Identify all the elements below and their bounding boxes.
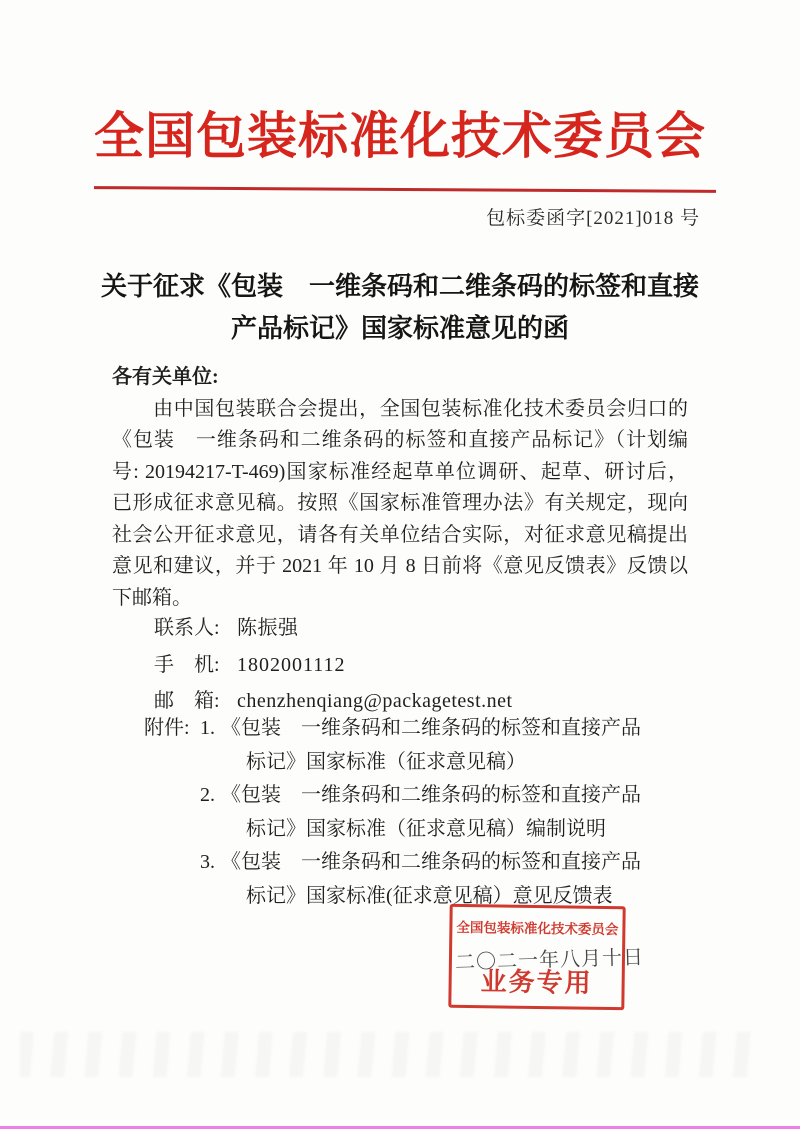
body-line: 已形成征求意见稿。按照《国家标准管理办法》有关规定，现向 <box>112 492 688 514</box>
attachments-label: 附件: <box>144 717 190 739</box>
attachment-number: 1. <box>200 717 215 739</box>
contact-label: 手 机: <box>154 653 220 676</box>
attachment-line <box>200 712 641 746</box>
attachment-number: 2. <box>200 784 215 806</box>
scan-noise-artifact <box>20 1032 760 1077</box>
document-number: 包标委函字[2021]018 号 <box>486 208 700 229</box>
letter-body <box>112 362 688 614</box>
contact-label: 邮 箱: <box>154 690 220 712</box>
body-line: 社会公开征求意见，请各有关单位结合实际，对征求意见稿提出 <box>112 523 688 546</box>
contact-row-person <box>154 610 513 647</box>
attachment-text: 《包装 一维条码和二维条码的标签和直接产品 <box>221 784 641 806</box>
attachment-item-1 <box>200 712 641 779</box>
letter-subject-line-1: 关于征求《包装 一维条码和二维条码的标签和直接 <box>100 272 699 301</box>
attachment-text: 《包装 一维条码和二维条码的标签和直接产品 <box>221 717 641 739</box>
stamp-type-text: 业务专用 <box>480 967 593 998</box>
body-line: 《包装 一维条码和二维条码的标签和直接产品标记》（计划编 <box>112 429 688 451</box>
attachment-item-2 <box>200 779 641 846</box>
salutation: 各有关单位: <box>112 366 219 388</box>
contact-person-name: 陈振强 <box>237 617 299 639</box>
attachment-line: 标记》国家标准（征求意见稿） <box>246 750 526 773</box>
attachments-list <box>200 712 641 913</box>
contact-row-phone <box>154 647 513 684</box>
attachment-line <box>200 779 641 813</box>
letter-subject-line-2: 产品标记》国家标准意见的函 <box>230 314 569 343</box>
contact-info <box>154 610 513 720</box>
contact-phone-number: 1802001112 <box>237 653 346 676</box>
letter-date: 二〇二一年八月十日 <box>454 946 645 974</box>
contact-email-address: chenzhenqiang@packagetest.net <box>237 690 513 712</box>
body-line: 意见和建议，并于 2021 年 10 月 8 日前将《意见反馈表》反馈以 <box>112 555 688 577</box>
body-line: 下邮箱。 <box>112 586 192 609</box>
stamp-org-name: 全国包装标准化技术委员会 <box>456 919 619 938</box>
attachment-line <box>200 846 641 880</box>
attachment-line: 标记》国家标准（征求意见稿）编制说明 <box>246 817 606 840</box>
attachments-section <box>144 712 641 913</box>
letterhead-divider-rule <box>94 186 716 193</box>
letterhead-org-title: 全国包装标准化技术委员会 <box>94 108 706 164</box>
attachment-text: 《包装 一维条码和二维条码的标签和直接产品 <box>221 851 641 873</box>
body-line: 号: 20194217-T-469)国家标准经起草单位调研、起草、研讨后， <box>112 460 688 483</box>
letter-subject <box>0 266 800 350</box>
attachment-line: 标记》国家标准(征求意见稿）意见反馈表 <box>246 884 613 907</box>
scan-edge-line-artifact <box>0 1126 800 1129</box>
attachment-item-3 <box>200 846 641 913</box>
contact-label: 联系人: <box>154 617 220 639</box>
attachment-number: 3. <box>200 851 215 873</box>
body-line: 由中国包装联合会提出，全国包装标准化技术委员会归口的 <box>112 397 688 420</box>
